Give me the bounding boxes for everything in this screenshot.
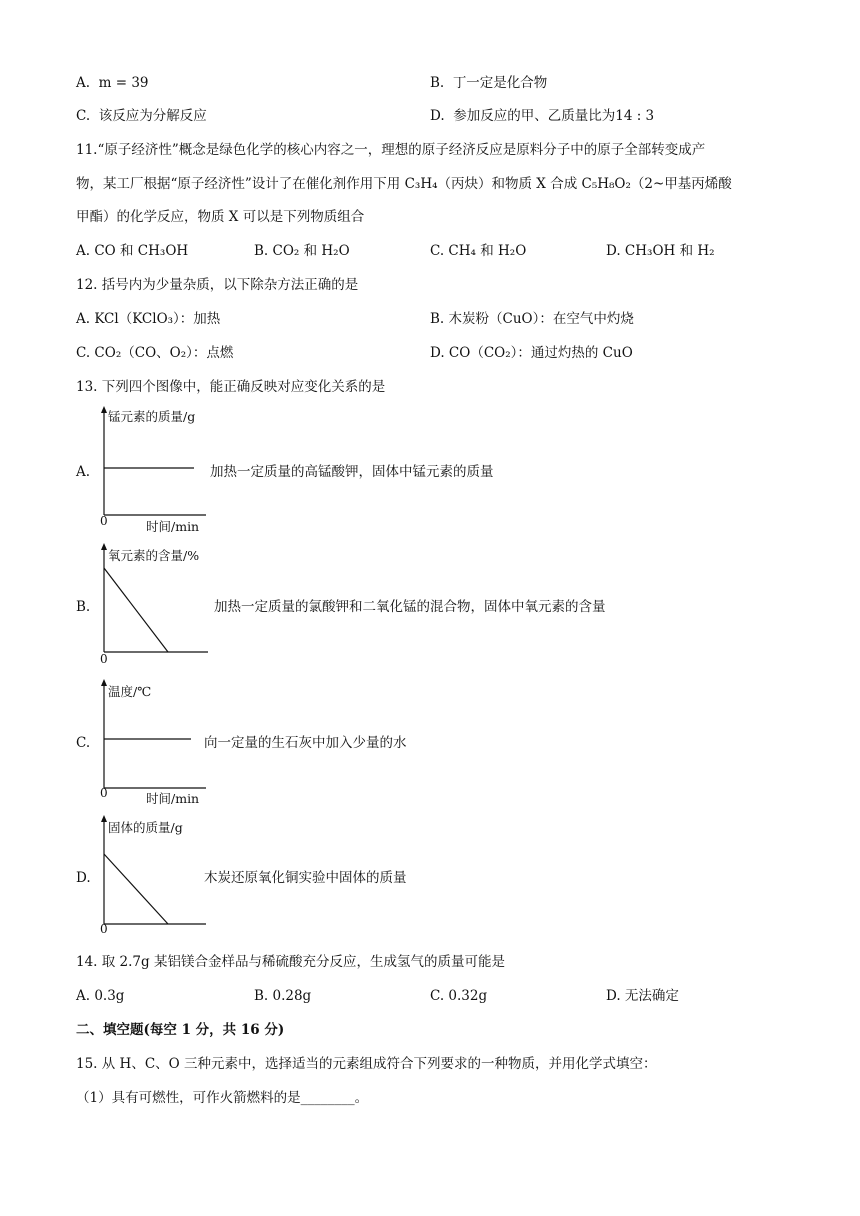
q12-option-a: A. KCl（KClO₃）：加热 <box>76 311 221 327</box>
graph-description: 加热一定质量的氯酸钾和二氧化锰的混合物，固体中氧元素的含量 <box>214 599 606 615</box>
graph-y-axis-label: 锰元素的质量/g <box>108 409 196 424</box>
graph-letter: D. <box>76 870 91 886</box>
graph-y-axis-label: 固体的质量/g <box>108 820 183 835</box>
q10-option-b <box>430 73 547 93</box>
graph-x-axis-label: 时间/min <box>146 519 200 534</box>
graph-letter: A. <box>76 464 91 480</box>
q11-option-c: C. CH₄ 和 H₂O <box>430 243 527 259</box>
q13-stem: 13. 下列四个图像中，能正确反映对应变化关系的是 <box>76 379 386 395</box>
option-label: D. <box>430 108 445 124</box>
graph-origin-label: 0 <box>100 922 108 936</box>
q12-stem: 12. 括号内为少量杂质，以下除杂方法正确的是 <box>76 277 359 293</box>
graph-y-axis-label: 氧元素的含量/% <box>108 548 200 563</box>
y-axis-arrow <box>101 406 107 413</box>
q14-stem: 14. 取 2.7g 某铝镁合金样品与稀硫酸充分反应，生成氢气的质量可能是 <box>76 954 505 970</box>
graph-letter: C. <box>76 735 91 751</box>
graph-x-axis-label: 时间/min <box>146 791 200 806</box>
q14-option-b: B. 0.28g <box>254 988 312 1004</box>
graph-origin-label: 0 <box>100 514 108 528</box>
q10-option-d <box>430 106 654 126</box>
option-text: 参加反应的甲、乙质量比为14 : 3 <box>453 108 655 124</box>
option-text: m = 39 <box>98 75 149 91</box>
graph-description: 加热一定质量的高锰酸钾，固体中锰元素的质量 <box>210 464 494 480</box>
graph-letter: B. <box>76 599 91 615</box>
q10-option-a <box>76 73 149 93</box>
graph-description: 木炭还原氧化铜实验中固体的质量 <box>204 870 407 886</box>
option-label: B. <box>430 75 445 91</box>
data-line <box>104 854 168 924</box>
y-axis-arrow <box>101 679 107 686</box>
graph-origin-label: 0 <box>100 786 108 800</box>
q11-stem-line2: 物，某工厂根据“原子经济性”设计了在催化剂作用下用 C₃H₄（丙炔）和物质 X 合成 C₅H₈O₂（2~甲基丙烯酸 <box>76 176 732 192</box>
option-label: C. <box>76 108 91 124</box>
q11-stem-line1: 11.“原子经济性”概念是绿色化学的核心内容之一，理想的原子经济反应是原料分子中的原子全部转变成产 <box>76 142 706 158</box>
graph-axes <box>96 405 206 520</box>
q14-option-d: D. 无法确定 <box>606 988 679 1004</box>
data-line <box>104 568 168 652</box>
graph-y-axis-label: 温度/℃ <box>108 684 152 699</box>
q11-option-d: D. CH₃OH 和 H₂ <box>606 243 715 259</box>
q12-option-b: B. 木炭粉（CuO）：在空气中灼烧 <box>430 311 634 327</box>
q11-option-a: A. CO 和 CH₃OH <box>76 243 189 259</box>
option-label: A. <box>76 75 91 91</box>
q12-option-c: C. CO₂（CO、O₂）：点燃 <box>76 345 234 361</box>
graph-axes <box>96 542 208 656</box>
q15-stem: 15. 从 H、C、O 三种元素中，选择适当的元素组成符合下列要求的一种物质，并用化学式填空： <box>76 1056 657 1072</box>
q10-option-c <box>76 106 207 126</box>
y-axis-arrow <box>101 543 107 550</box>
option-text: 该反应为分解反应 <box>98 108 207 124</box>
graph-description: 向一定量的生石灰中加入少量的水 <box>204 735 407 751</box>
q11-stem-line3: 甲酯）的化学反应，物质 X 可以是下列物质组合 <box>76 209 365 225</box>
y-axis-arrow <box>101 815 107 822</box>
graph-origin-label: 0 <box>100 652 108 666</box>
q14-option-a: A. 0.3g <box>76 988 125 1004</box>
q14-option-c: C. 0.32g <box>430 988 488 1004</box>
q12-option-d: D. CO（CO₂）：通过灼热的 CuO <box>430 345 633 361</box>
section-title-fill-in: 二、填空题(每空 1 分，共 16 分) <box>76 1022 285 1038</box>
option-text: 丁一定是化合物 <box>452 75 548 91</box>
q15-item-1: （1）具有可燃性，可作火箭燃料的是________。 <box>76 1090 369 1106</box>
q11-option-b: B. CO₂ 和 H₂O <box>254 243 350 259</box>
graph-axes <box>96 814 206 928</box>
graph-axes <box>96 678 206 792</box>
